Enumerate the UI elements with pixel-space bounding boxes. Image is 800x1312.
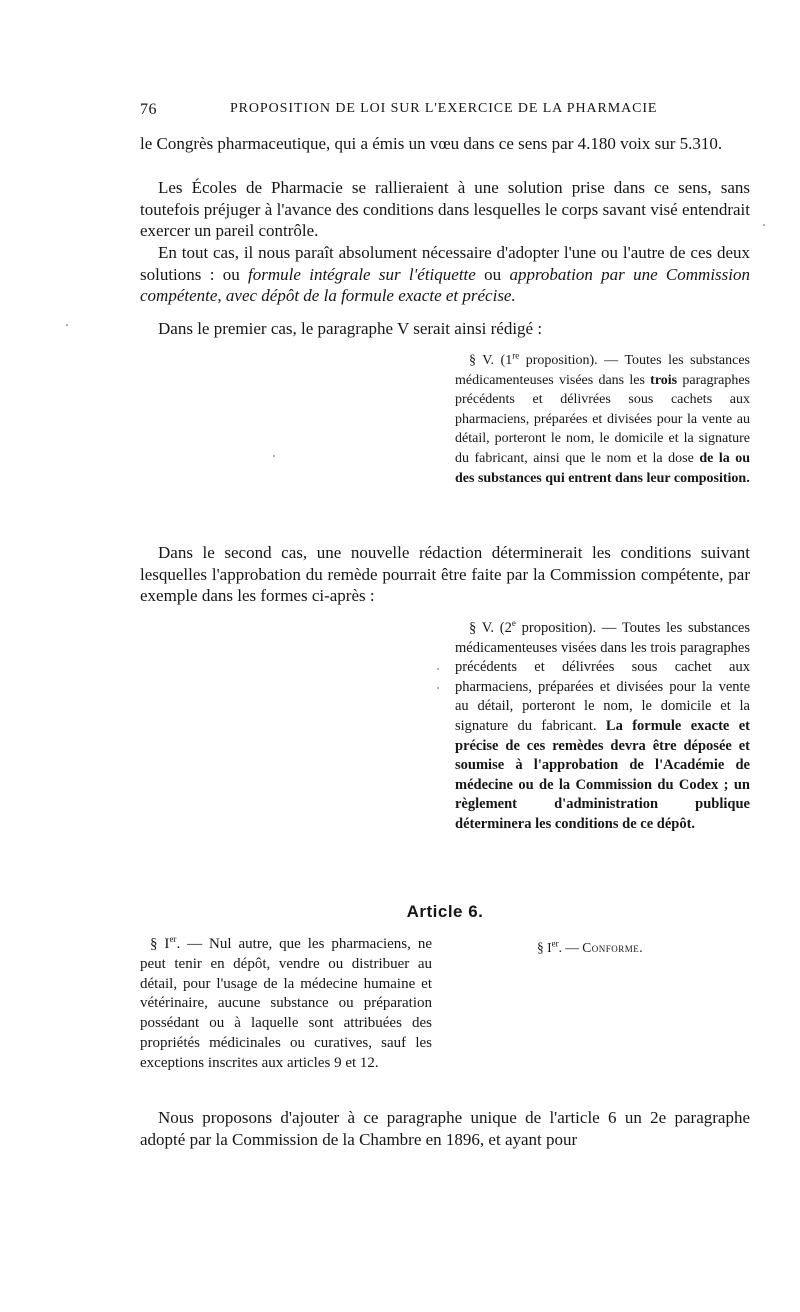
art-left-text: . — Nul autre, que les pharmaciens, ne peut tenir en dépôt, vendre ou distribuer au détail, pour l'usage de la médecine humaine et vétérinaire, aucune substance ou préparation possédant ou à laquelle sont attribuées des propriétés médicinales ou curatives, sauf les exceptions inscrites aux articles 9 et 12.: [140, 936, 432, 1071]
paragraph-ecoles: Les Écoles de Pharmacie se rallieraient à une solution prise dans ce sens, sans toutefois préjuger à l'avance des conditions dans lesquelles le corps savant visé entendrait exercer un pareil contrôle.: [140, 178, 750, 240]
article-6-original-text: [140, 935, 432, 1074]
speck-mark: [66, 324, 68, 326]
art-right-superscript: er: [551, 938, 559, 949]
solutions-option-label: formule intégrale sur l'étiquette: [248, 264, 476, 284]
quote-first-proposition: [455, 351, 750, 488]
quote-second-proposition: [455, 619, 750, 835]
art-right-section-mark: § I: [537, 940, 552, 955]
q1-bold-trois: trois: [650, 372, 678, 388]
article-6-revised-text: [537, 938, 750, 958]
q2-bold-formule: La formule exacte et précise de ces remèdes devra être déposée et soumise à l'approbation de l'Académie de médecine ou de la Commission du Codex ; un règlement d'administration publique déterminera les conditions de ce dépôt.: [455, 717, 750, 832]
q2-proposition-label: proposition). —: [515, 620, 622, 636]
paragraph-proposons: Nous proposons d'ajouter à ce paragraphe unique de l'article 6 un 2e paragraphe adopté par la Commission de la Chambre en 1896, et ayant pour: [140, 1108, 750, 1149]
q1-proposition-label: proposition). —: [519, 353, 625, 368]
q1-text-b: paragraphes précédents et délivrées sous cachets aux pharmaciens, préparées et divisées pour la vente au détail, porteront le nom, le domicile et la signature du fabricant, ainsi que le nom et la dose: [455, 372, 750, 466]
speck-mark: [437, 687, 439, 689]
running-title: PROPOSITION DE LOI SUR L'EXERCICE DE LA PHARMACIE: [230, 101, 658, 116]
speck-mark: [763, 224, 765, 226]
q2-superscript: e: [511, 618, 516, 629]
page-number: 76: [140, 101, 157, 118]
art-right-dash: . —: [558, 940, 583, 955]
art-right-conforme: Conforme.: [582, 940, 644, 955]
paragraph-solutions: [140, 242, 750, 307]
page-header: [140, 101, 750, 125]
paragraph-second-cas: Dans le second cas, une nouvelle rédaction déterminerait les conditions suivant lesquelles l'approbation du remède pourrait être faite par la Commission compétente, par exemple dans les formes ci-après :: [140, 543, 750, 605]
solutions-text-start: En tout cas, il nous paraît absolument nécessaire d'adopter l'une ou l'autre de ces deux solutions : ou: [140, 243, 750, 284]
speck-mark: [273, 455, 275, 457]
q1-section-mark: § V. (1: [469, 353, 513, 368]
q2-section-mark: § V. (2: [469, 620, 512, 636]
solutions-text-mid: ou: [475, 264, 510, 284]
article-title: Article 6.: [406, 902, 484, 921]
q1-superscript: re: [512, 350, 520, 361]
art-left-superscript: er: [169, 934, 177, 944]
q1-bold-composition: de la ou des substances qui entrent dans leur composition.: [455, 450, 750, 486]
paragraph-congres: le Congrès pharmaceutique, qui a émis un vœu dans ce sens par 4.180 voix sur 5.310.: [140, 134, 723, 153]
paragraph-premier-cas: Dans le premier cas, le paragraphe V serait ainsi rédigé :: [158, 319, 543, 338]
solutions-option-approval: approbation par une Commission compétente, avec dépôt de la formule exacte et précise.: [140, 264, 751, 305]
art-left-section-mark: § I: [150, 936, 170, 952]
q1-text-a: Toutes les substances médicamenteuses visées dans les: [455, 353, 750, 388]
q2-text: Toutes les substances médicamenteuses visées dans les trois paragraphes précédents et délivrées sous cachet aux pharmaciens, préparées et divisées pour la vente au détail, porteront le nom, le domicile et la signature du fabricant.: [455, 620, 751, 734]
speck-mark: [437, 668, 439, 670]
